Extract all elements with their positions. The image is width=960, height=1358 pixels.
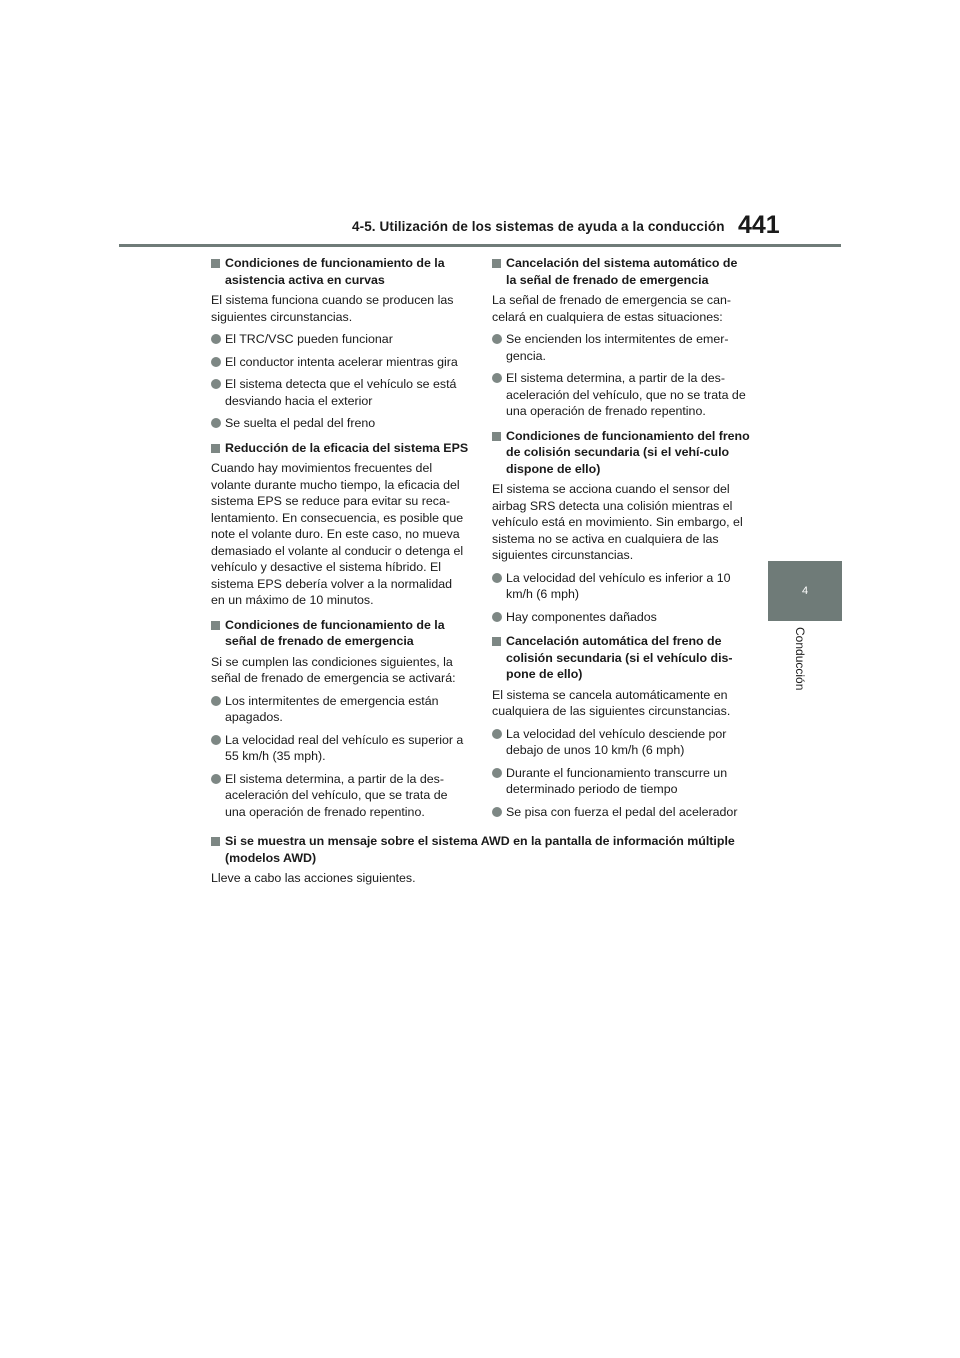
section-heading: Condiciones de funcionamiento de la asistencia activa en curvas bbox=[211, 255, 469, 288]
square-bullet-icon bbox=[211, 444, 220, 453]
circle-bullet-icon bbox=[492, 573, 502, 583]
square-bullet-icon bbox=[211, 837, 220, 846]
square-bullet-icon bbox=[492, 259, 501, 268]
list-item: Durante el funcionamiento transcurre un determinado periodo de tiempo bbox=[492, 765, 750, 798]
circle-bullet-icon bbox=[492, 807, 502, 817]
square-bullet-icon bbox=[492, 432, 501, 441]
paragraph: La señal de frenado de emergencia se can-celará en cualquiera de estas situaciones: bbox=[492, 293, 732, 324]
circle-bullet-icon bbox=[211, 735, 221, 745]
paragraph: El sistema se cancela automáticamente en cualquiera de las siguientes circunstancias. bbox=[492, 687, 731, 718]
list-item: Se encienden los intermitentes de emer-gencia. bbox=[492, 331, 750, 364]
list-item: El sistema determina, a partir de la des-aceleración del vehículo, que no se trata de una operación de frenado repentino. bbox=[492, 370, 750, 420]
circle-bullet-icon bbox=[211, 379, 221, 389]
circle-bullet-icon bbox=[492, 612, 502, 622]
list-item: Se suelta el pedal del freno bbox=[211, 415, 469, 432]
paragraph: Si se cumplen las condiciones siguientes, la señal de frenado de emergencia se activará: bbox=[211, 654, 456, 685]
paragraph: El sistema se acciona cuando el sensor del airbag SRS detecta una colisión mientras el vehículo está en movimiento. Sin embargo, el sistema no se activa en cualquiera de las siguientes circunstancias. bbox=[492, 482, 743, 562]
paragraph: Lleve a cabo las acciones siguientes. bbox=[211, 871, 416, 885]
square-bullet-icon bbox=[211, 621, 220, 630]
list-item: La velocidad del vehículo desciende por debajo de unos 10 km/h (6 mph) bbox=[492, 726, 750, 759]
header-divider bbox=[119, 244, 841, 247]
list-item: La velocidad del vehículo es inferior a 10 km/h (6 mph) bbox=[492, 570, 750, 603]
list-item: La velocidad real del vehículo es superior a 55 km/h (35 mph). bbox=[211, 732, 469, 765]
circle-bullet-icon bbox=[211, 774, 221, 784]
left-column bbox=[211, 255, 469, 820]
list-item: El TRC/VSC pueden funcionar bbox=[211, 331, 469, 348]
list-item: Se pisa con fuerza el pedal del acelerador bbox=[492, 804, 750, 821]
circle-bullet-icon bbox=[492, 768, 502, 778]
circle-bullet-icon bbox=[211, 696, 221, 706]
page-number: 441 bbox=[738, 211, 780, 239]
list-item: El sistema determina, a partir de la des-aceleración del vehículo, que se trata de una operación de frenado repentino. bbox=[211, 771, 469, 821]
list-item: El sistema detecta que el vehículo se está desviando hacia el exterior bbox=[211, 376, 469, 409]
section-header-title: 4-5. Utilización de los sistemas de ayuda a la conducción bbox=[352, 219, 725, 234]
chapter-tab bbox=[768, 561, 842, 621]
list-item: Hay componentes dañados bbox=[492, 609, 750, 626]
square-bullet-icon bbox=[211, 259, 220, 268]
section-heading: Si se muestra un mensaje sobre el sistema AWD en la pantalla de información múltiple (modelos AWD) bbox=[211, 833, 756, 866]
section-heading: Condiciones de funcionamiento de la señal de frenado de emergencia bbox=[211, 617, 469, 650]
section-heading: Cancelación del sistema automático de la señal de frenado de emergencia bbox=[492, 255, 750, 288]
section-heading: Cancelación automática del freno de colisión secundaria (si el vehículo dis-pone de ello) bbox=[492, 633, 750, 683]
circle-bullet-icon bbox=[211, 334, 221, 344]
circle-bullet-icon bbox=[492, 373, 502, 383]
circle-bullet-icon bbox=[492, 729, 502, 739]
chapter-number: 4 bbox=[801, 585, 809, 597]
paragraph: Cuando hay movimientos frecuentes del volante durante mucho tiempo, la eficacia del sistema EPS se reduce para evitar su reca-lentamiento. En consecuencia, es posible que note el volante duro. En este caso, no mueva demasiado el volante al conducir o detenga el vehículo y desactive el sistema híbrido. El sistema EPS debería volver a la normalidad en un máximo de 10 minutos. bbox=[211, 461, 464, 607]
bottom-section bbox=[211, 833, 756, 887]
list-item: El conductor intenta acelerar mientras gira bbox=[211, 354, 469, 371]
square-bullet-icon bbox=[492, 637, 501, 646]
circle-bullet-icon bbox=[211, 418, 221, 428]
list-item: Los intermitentes de emergencia están apagados. bbox=[211, 693, 469, 726]
circle-bullet-icon bbox=[492, 334, 502, 344]
circle-bullet-icon bbox=[211, 357, 221, 367]
chapter-label: Conducción bbox=[793, 627, 807, 691]
paragraph: El sistema funciona cuando se producen las siguientes circunstancias. bbox=[211, 293, 454, 324]
section-heading: Condiciones de funcionamiento del freno de colisión secundaria (si el vehí-culo dispone de ello) bbox=[492, 428, 750, 478]
section-heading: Reducción de la eficacia del sistema EPS bbox=[211, 440, 469, 457]
right-column bbox=[492, 255, 750, 820]
